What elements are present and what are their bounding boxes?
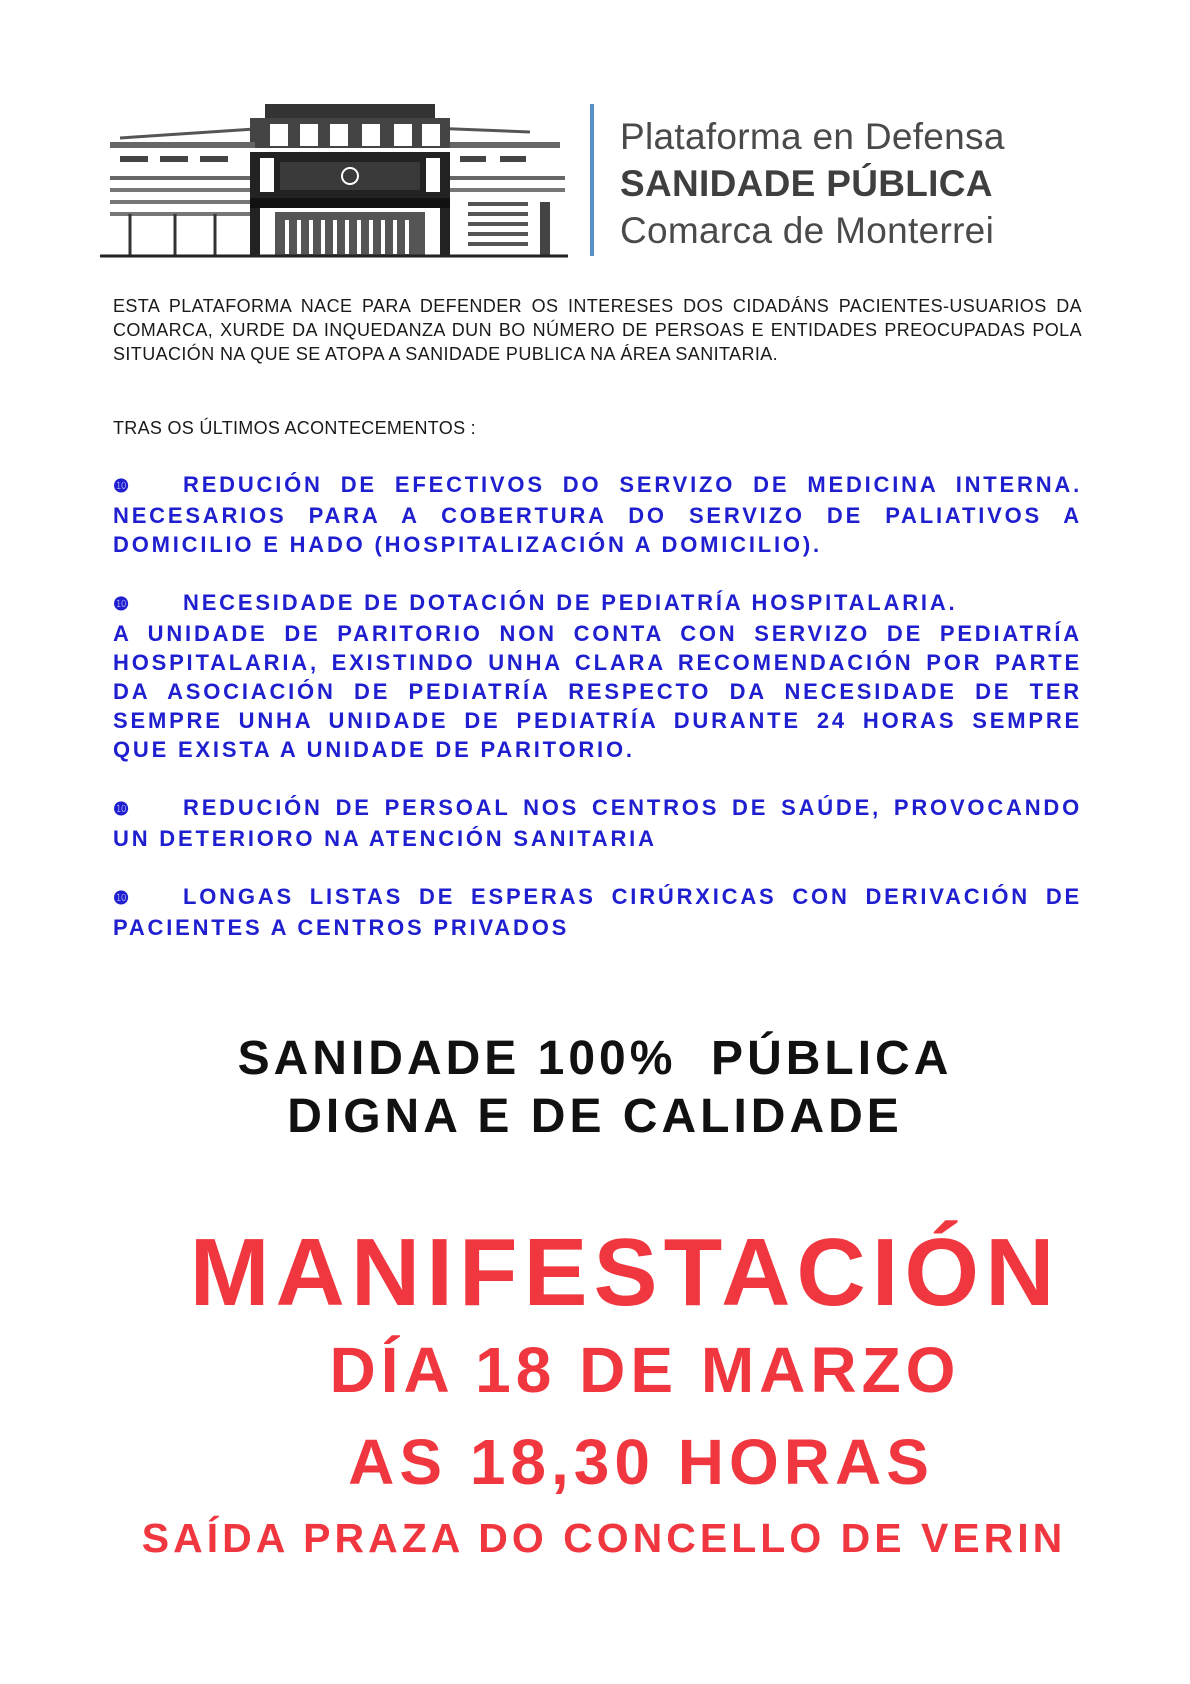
bullet-icon: ❿ xyxy=(113,799,130,819)
point-text-detail: A UNIDADE DE PARITORIO NON CONTA CON SERVIZO DE PEDIATRÍA HOSPITALARIA, EXISTINDO UNHA CLARA RECOMENDACIÓN POR PARTE DA ASOCIACIÓN DE PEDIATRÍA RESPECTO DA NECESIDADE DE TER SEMPRE UNHA UNIDADE DE PEDIATRÍA DURANTE 24 HORAS SEMPRE QUE EXISTA A UNIDADE DE PARITORIO. xyxy=(113,621,1082,762)
logo-line-2: SANIDADE PÚBLICA xyxy=(620,163,993,204)
point-text: LONGAS LISTAS DE ESPERAS CIRÚRXICAS CON DERIVACIÓN DE PACIENTES A CENTROS PRIVADOS xyxy=(113,884,1082,940)
logo-line-1: Plataforma en Defensa xyxy=(620,116,1005,157)
list-item xyxy=(113,882,1082,942)
demonstration-title: MANIFESTACIÓN xyxy=(189,1219,1061,1326)
bullet-icon: ❿ xyxy=(113,476,130,496)
point-text: NECESIDADE DE DOTACIÓN DE PEDIATRÍA HOSPITALARIA. xyxy=(183,590,958,615)
list-item xyxy=(113,470,1082,559)
list-item xyxy=(113,588,1082,764)
demonstration-date: DÍA 18 DE MARZO xyxy=(329,1334,961,1406)
slogan-line-1: SANIDADE 100% PÚBLICA xyxy=(237,1032,953,1085)
logo-divider xyxy=(590,104,594,256)
slogan xyxy=(0,1030,1190,1146)
logo-line-3: Comarca de Monterrei xyxy=(620,210,995,251)
point-text: REDUCIÓN DE PERSOAL NOS CENTROS DE SAÚDE, PROVOCANDO UN DETERIORO NA ATENCIÓN SANITARIA xyxy=(113,795,1082,851)
intro-subhead: TRAS OS ÚLTIMOS ACONTECEMENTOS : xyxy=(113,418,476,438)
demonstration-time: AS 18,30 HORAS xyxy=(348,1426,934,1498)
bullet-icon: ❿ xyxy=(113,888,130,908)
bullet-icon: ❿ xyxy=(113,594,130,614)
list-item xyxy=(113,793,1082,853)
header xyxy=(100,92,1100,262)
points-list xyxy=(113,470,1082,971)
hospital-building-logo xyxy=(100,102,568,260)
intro-paragraph: ESTA PLATAFORMA NACE PARA DEFENDER OS INTERESES DOS CIDADÁNS PACIENTES-USUARIOS DA COMARCA, XURDE DA INQUEDANZA DUN BO NÚMERO DE PERSOAS E ENTIDADES PREOCUPADAS POLA SITUACIÓN NA QUE SE ATOPA A SANIDADE PUBLICA NA ÁREA SANITARIA. xyxy=(113,296,1082,364)
logo-text xyxy=(620,114,1090,254)
demonstration-place: SAÍDA PRAZA DO CONCELLO DE VERIN xyxy=(141,1515,1067,1561)
point-text: REDUCIÓN DE EFECTIVOS DO SERVIZO DE MEDICINA INTERNA. NECESARIOS PARA A COBERTURA DO SERVIZO DE PALIATIVOS A DOMICILIO E HADO (HOSPITALIZACIÓN A DOMICILIO). xyxy=(113,472,1082,557)
slogan-line-2: DIGNA E DE CALIDADE xyxy=(287,1090,903,1143)
